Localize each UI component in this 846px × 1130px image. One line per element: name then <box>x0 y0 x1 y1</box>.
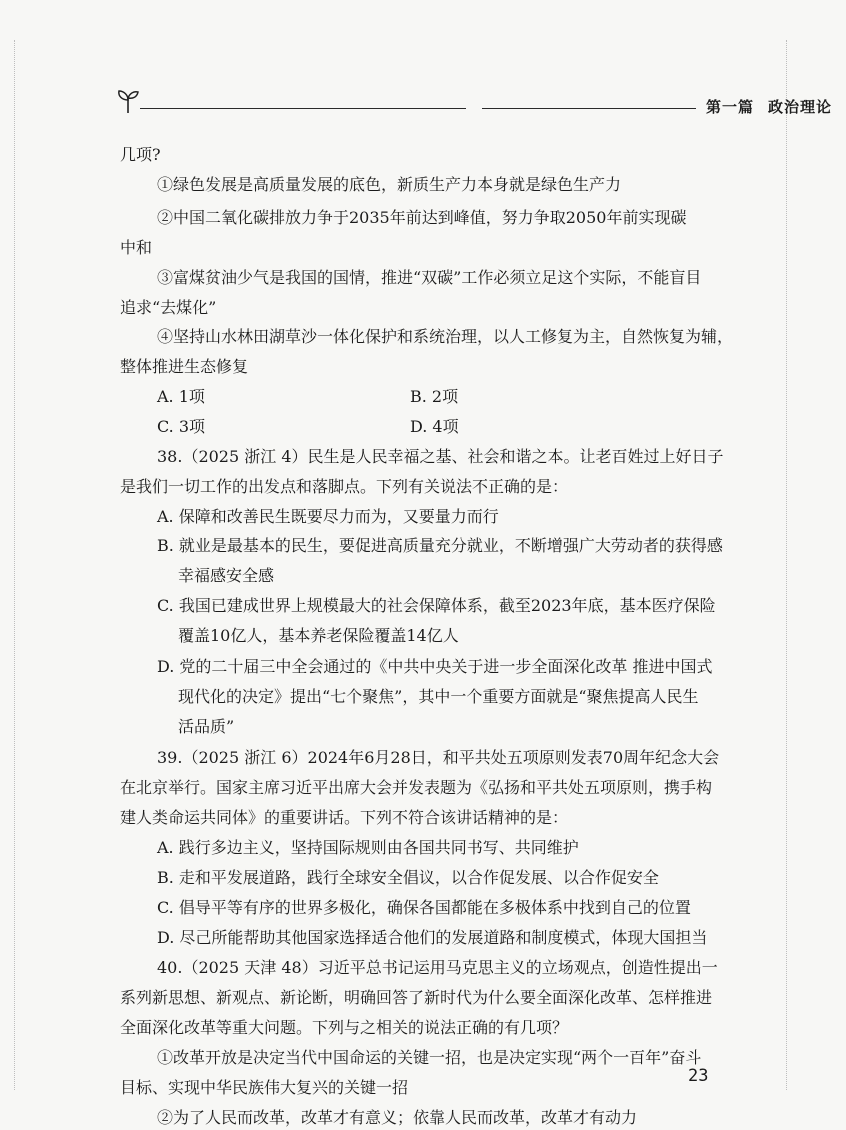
text-line: ②中国二氧化碳排放力争于2035年前达到峰值，努力争取2050年前实现碳 <box>157 208 687 227</box>
answer-option: A. 1项 <box>157 387 205 406</box>
answer-option: A. 保障和改善民生既要尽力而为，又要量力而行 <box>157 507 499 526</box>
scan-border-left <box>14 40 15 1090</box>
page-number: 23 <box>688 1066 709 1086</box>
answer-option: C. 我国已建成世界上规模最大的社会保障体系，截至2023年底，基本医疗保险 <box>157 596 716 615</box>
answer-option: D. 4项 <box>410 417 459 436</box>
text-line: ④坚持山水林田湖草沙一体化保护和系统治理，以人工修复为主，自然恢复为辅， <box>157 327 734 346</box>
answer-option: 活品质” <box>178 717 235 736</box>
question-stem: 39.（2025 浙江 6）2024年6月28日，和平共处五项原则发表70周年纪念大会 <box>157 748 720 767</box>
question-stem: 建人类命运共同体》的重要讲话。下列不符合该讲话精神的是： <box>120 808 569 827</box>
text-line: 几项? <box>120 145 161 164</box>
sprout-icon <box>116 88 140 114</box>
question-stem: 全面深化改革等重大问题。下列与之相关的说法正确的有几项？ <box>120 1018 569 1037</box>
answer-option: A. 践行多边主义，坚持国际规则由各国共同书写、共同维护 <box>157 838 579 857</box>
question-stem: 是我们一切工作的出发点和落脚点。下列有关说法不正确的是： <box>120 477 569 496</box>
text-line: 中和 <box>120 238 153 257</box>
answer-option: C. 倡导平等有序的世界多极化，确保各国都能在多极体系中找到自己的位置 <box>157 898 691 917</box>
text-line: ③富煤贫油少气是我国的国情，推进“双碳”工作必须立足这个实际，不能盲目 <box>157 268 702 287</box>
part-label: 第一篇 <box>706 98 755 116</box>
answer-option: B. 走和平发展道路，践行全球安全倡议，以合作促发展、以合作促安全 <box>157 868 659 887</box>
header-rule <box>482 108 696 109</box>
answer-option: B. 2项 <box>410 387 459 406</box>
section-label: 政治理论 <box>768 98 833 116</box>
answer-option: D. 尽己所能帮助其他国家选择适合他们的发展道路和制度模式，体现大国担当 <box>157 928 708 947</box>
text-line: 整体推进生态修复 <box>120 357 249 376</box>
answer-option: 现代化的决定》提出“七个聚焦”，其中一个重要方面就是“聚焦提高人民生 <box>178 687 699 706</box>
text-line: 追求“去煤化” <box>120 298 217 317</box>
text-line: ①改革开放是决定当代中国命运的关键一招，也是决定实现“两个一百年”奋斗 <box>157 1048 702 1067</box>
answer-option: D. 党的二十届三中全会通过的《中共中央关于进一步全面深化改革 推进中国式 <box>157 657 713 676</box>
text-line: ②为了人民而改革，改革才有意义；依靠人民而改革，改革才有动力 <box>157 1108 638 1127</box>
question-stem: 在北京举行。国家主席习近平出席大会并发表题为《弘扬和平共处五项原则，携手构 <box>120 778 713 797</box>
answer-option: 覆盖10亿人，基本养老保险覆盖14亿人 <box>178 626 459 645</box>
answer-option: B. 就业是最基本的民生，要促进高质量充分就业，不断增强广大劳动者的获得感 <box>157 536 723 555</box>
answer-option: C. 3项 <box>157 417 206 436</box>
text-line: 目标、实现中华民族伟大复兴的关键一招 <box>120 1078 409 1097</box>
answer-option: 幸福感安全感 <box>178 566 275 585</box>
question-stem: 系列新思想、新观点、新论断，明确回答了新时代为什么要全面深化改革、怎样推进 <box>120 988 713 1007</box>
scan-border-right <box>786 40 787 1090</box>
text-line: ①绿色发展是高质量发展的底色，新质生产力本身就是绿色生产力 <box>157 175 622 194</box>
header-rule <box>140 108 466 109</box>
running-header <box>112 88 833 118</box>
question-stem: 38.（2025 浙江 4）民生是人民幸福之基、社会和谐之本。让老百姓过上好日子 <box>157 447 724 466</box>
chapter-title <box>706 96 846 117</box>
question-stem: 40.（2025 天津 48）习近平总书记运用马克思主义的立场观点，创造性提出一 <box>157 958 718 977</box>
